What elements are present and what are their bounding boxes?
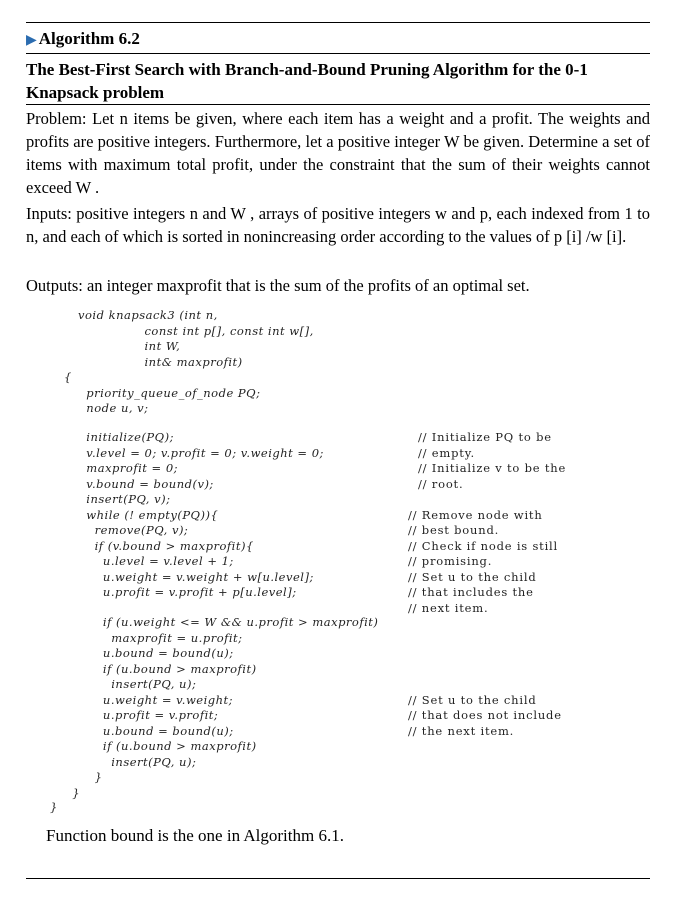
code-line: remove(PQ, v); [78, 523, 189, 537]
inputs-text: Inputs: positive integers n and W , arrays of positive integers w and p, each indexed from 1 to n, and each of which is sorted in nonincreasing order according to the values of p [i] /w [i]. [26, 204, 650, 246]
code-comment: // that does not include [408, 708, 562, 722]
footer-note: Function bound is the one in Algorithm 6.1. [46, 826, 344, 845]
outputs-text: Outputs: an integer maxprofit that is the sum of the profits of an optimal set. [26, 276, 530, 295]
code-line: maxprofit = u.profit; [78, 631, 243, 645]
code-line: initialize(PQ); [78, 430, 174, 444]
top-rule [26, 22, 650, 23]
code-line: int& maxprofit) [78, 355, 243, 369]
code-comment: // best bound. [408, 523, 500, 537]
code-line: if (u.weight <= W && u.profit > maxprofit) [78, 615, 379, 629]
code-line: u.bound = bound(u); [78, 724, 234, 738]
code-comment: // Check if node is still [408, 539, 559, 553]
code-line: u.profit = v.profit; [78, 708, 219, 722]
code-line: const int p[], const int w[], [78, 324, 314, 338]
code-comment: // Set u to the child [408, 570, 537, 584]
code-line: if (v.bound > maxprofit){ [78, 539, 254, 553]
code-line: u.weight = v.weight; [78, 693, 234, 707]
algorithm-header [26, 29, 140, 49]
code-comment: // Initialize PQ to be [418, 430, 552, 444]
code-line: maxprofit = 0; [78, 461, 179, 475]
code-line: insert(PQ, u); [78, 755, 197, 769]
code-comment: // Set u to the child [408, 693, 537, 707]
code-line: { [64, 370, 72, 384]
code-comment: // promising. [408, 554, 493, 568]
code-line: u.profit = v.profit + p[u.level]; [78, 585, 297, 599]
code-line: v.bound = bound(v); [78, 477, 214, 491]
code-line: node u, v; [78, 401, 149, 415]
code-line: } [78, 770, 103, 784]
code-comment: // the next item. [408, 724, 515, 738]
code-line: } [64, 786, 81, 800]
code-line: if (u.bound > maxprofit) [78, 662, 257, 676]
code-line: } [50, 800, 58, 814]
code-line: u.bound = bound(u); [78, 646, 234, 660]
algorithm-title: The Best-First Search with Branch-and-Bound Pruning Algorithm for the 0-1 Knapsack problem [26, 60, 588, 102]
code-line: int W, [78, 339, 181, 353]
code-line: v.level = 0; v.profit = 0; v.weight = 0; [78, 446, 324, 460]
code-comment: // next item. [408, 601, 489, 615]
header-rule [26, 53, 650, 54]
code-comment: // that includes the [408, 585, 534, 599]
code-line: while (! empty(PQ)){ [78, 508, 219, 522]
code-line: insert(PQ, u); [78, 677, 197, 691]
code-line: if (u.bound > maxprofit) [78, 739, 257, 753]
code-line: priority_queue_of_node PQ; [78, 386, 261, 400]
code-comment: // Remove node with [408, 508, 543, 522]
code-comment: // root. [418, 477, 464, 491]
code-line: insert(PQ, v); [78, 492, 171, 506]
code-line: u.level = v.level + 1; [78, 554, 234, 568]
triangle-icon: ▶ [26, 33, 37, 48]
code-comment: // empty. [418, 446, 475, 460]
title-rule [26, 104, 650, 105]
algorithm-label: Algorithm 6.2 [38, 29, 140, 48]
code-comment: // Initialize v to be the [418, 461, 567, 475]
code-line: u.weight = v.weight + w[u.level]; [78, 570, 314, 584]
bottom-rule [26, 878, 650, 879]
code-line: void knapsack3 (int n, [78, 308, 218, 322]
problem-text: Problem: Let n items be given, where each item has a weight and a profit. The weights and profits are positive integers. Furthermore, let a positive integer W be given. Determine a set of items with maximum total profit, under the constraint that the sum of their weights cannot exceed W . [26, 109, 650, 197]
